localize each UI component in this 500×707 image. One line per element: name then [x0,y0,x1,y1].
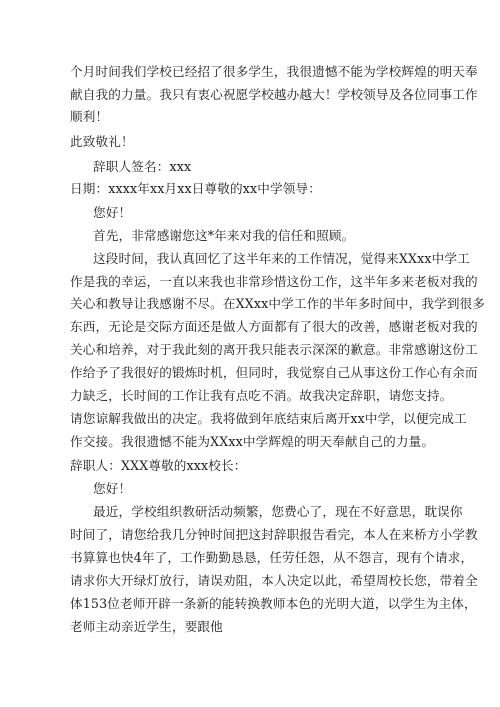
text-line: 时间了，请您给我几分钟时间把这封辞职报告看完，本人在来桥方小学教 [70,527,478,542]
text-line: 体153位老师开辟一条新的能转换教师本色的光明大道，以学生为主体， [70,596,477,611]
text-line: 作交接。我很遗憾不能为XXxx中学辉煌的明天奉献自己的力量。 [70,434,435,449]
text-line: 首先，非常感谢您这*年来对我的信任和照顾。 [93,228,355,243]
closing-salutation: 此致敬礼！ [70,134,134,149]
text-line: 书算算也快4年了，工作勤勤恳恳，任劳任怨，从不怨言，现有个请求， [70,550,474,565]
text-line: 顺利！ [70,109,109,124]
text-line: 作给予了我很好的锻炼时机，但同时，我觉察自己从事这份工作心有余而 [70,365,478,380]
greeting: 您好！ [93,205,132,220]
greeting: 您好！ [93,481,132,496]
text-line: 老师主动亲近学生，要跟他 [70,619,223,634]
text-line: 关心和教导让我感谢不尽。在XXxx中学工作的半年多时间中，我学到很多 [70,296,486,311]
text-line: 献自我的力量。我只有衷心祝愿学校越办越大！学校领导及各位同事工作 [70,87,478,102]
text-line: 作是我的幸运，一直以来我也非常珍惜这份工作，这半年多来老板对我的 [70,274,478,289]
text-line: 请求你大开绿灯放行，请误劝阻，本人决定以此，希望周校长您，带着全 [70,573,478,588]
text-line: 最近，学校组织教研活动频繁，您费心了，现在不好意思，耽误你 [93,504,463,519]
signature-line: 辞职人：XXX尊敬的xxx校长： [70,458,247,473]
text-line: 请您谅解我做出的决定。我将做到年底结束后离开xx中学，以便完成工 [70,411,467,426]
text-line: 这段时间，我认真回忆了这半年来的工作情况，觉得来XXxx中学工 [93,251,470,266]
text-line: 个月时间我们学校已经招了很多学生，我很遗憾不能为学校辉煌的明天奉 [70,64,478,79]
text-line: 力缺乏，长时间的工作让我有点吃不消。故我决定辞职，请您支持。 [70,388,453,403]
text-line: 关心和培养，对于我此刻的离开我只能表示深深的歉意。非常感谢这份工 [70,342,478,357]
text-line: 东西，无论是交际方面还是做人方面都有了很大的改善，感谢老板对我的 [70,319,478,334]
date-line: 日期：xxxx年xx月xx日尊敬的xx中学领导： [70,181,321,196]
signature-line: 辞职人签名：xxx [93,159,192,174]
